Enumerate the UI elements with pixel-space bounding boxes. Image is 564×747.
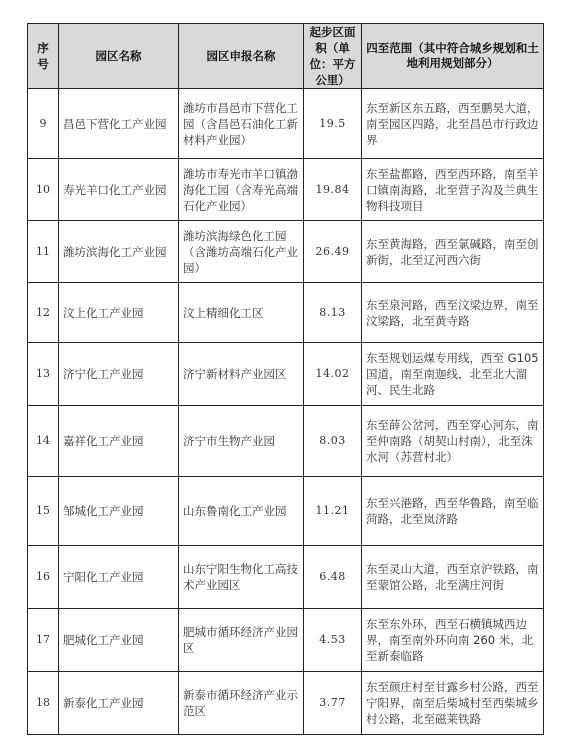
header-area: 起步区面积（单位：平方公里） [304,24,362,89]
row-scope: 东至颜庄村至甘露乡村公路，西至宁阳界，南至后柴城村至西柴城乡村公路，北至磁莱铁路 [362,672,544,735]
table-row [28,609,544,672]
row-park-name: 济宁化工产业园 [59,343,179,406]
row-area: 4.53 [304,609,362,672]
table-row [28,406,544,477]
row-declared-name: 山东鲁南化工产业园 [179,477,304,546]
row-scope: 东至薛公岔河，西至穿心河东，南至仲南路（胡契山村南），北至洙水河（苏营村北） [362,406,544,477]
table-row [28,283,544,343]
row-declared-name: 汶上精细化工区 [179,283,304,343]
header-seq: 序号 [28,24,59,89]
header-scope: 四至范围（其中符合城乡规划和土地利用规划部分） [362,24,544,89]
header-declared-name: 园区申报名称 [179,24,304,89]
table-row [28,546,544,609]
row-seq: 17 [28,609,59,672]
row-seq: 11 [28,221,59,283]
row-area: 26.49 [304,221,362,283]
row-park-name: 潍坊滨海化工产业园 [59,221,179,283]
row-park-name: 宁阳化工产业园 [59,546,179,609]
row-seq: 18 [28,672,59,735]
table-header-row [28,24,544,89]
row-park-name: 寿光羊口化工产业园 [59,159,179,221]
row-seq: 15 [28,477,59,546]
table-row [28,221,544,283]
row-seq: 16 [28,546,59,609]
row-area: 6.48 [304,546,362,609]
row-park-name: 汶上化工产业园 [59,283,179,343]
row-seq: 14 [28,406,59,477]
row-seq: 9 [28,89,59,159]
row-declared-name: 新泰市循环经济产业示范区 [179,672,304,735]
table-body [28,89,544,735]
row-declared-name: 肥城市循环经济产业园区 [179,609,304,672]
table-row [28,343,544,406]
row-area: 8.13 [304,283,362,343]
row-scope: 东至泉河路，西至汶梁边界，南至汶梁路，北至黄寺路 [362,283,544,343]
row-declared-name: 潍坊市寿光市羊口镇渤海化工园（含寿光高端石化产业园） [179,159,304,221]
row-park-name: 嘉祥化工产业园 [59,406,179,477]
row-scope: 东至兴港路，西至华鲁路，南至临菏路，北至岚济路 [362,477,544,546]
row-declared-name: 潍坊市昌邑市下营化工园（含昌邑石油化工新材料产业园） [179,89,304,159]
table-row [28,672,544,735]
row-declared-name: 济宁市生物产业园 [179,406,304,477]
row-seq: 13 [28,343,59,406]
row-declared-name: 潍坊滨海绿色化工园（含潍坊高端石化产业园） [179,221,304,283]
table-row [28,477,544,546]
row-area: 19.5 [304,89,362,159]
row-scope: 东至盐都路，西至西环路，南至羊口镇南海路，北至营子沟及兰典生物科技项目 [362,159,544,221]
header-park-name: 园区名称 [59,24,179,89]
row-area: 8.03 [304,406,362,477]
row-area: 19.84 [304,159,362,221]
row-park-name: 肥城化工产业园 [59,609,179,672]
row-park-name: 昌邑下营化工产业园 [59,89,179,159]
table-row [28,89,544,159]
row-declared-name: 山东宁阳生物化工高技术产业园区 [179,546,304,609]
industrial-park-table [27,23,544,735]
row-park-name: 新泰化工产业园 [59,672,179,735]
row-area: 11.21 [304,477,362,546]
row-area: 14.02 [304,343,362,406]
row-scope: 东至新区东五路，西至鹏昊大道，南至园区四路，北至昌邑市行政边界 [362,89,544,159]
table-row [28,159,544,221]
row-scope: 东至灵山大道，西至京沪铁路，南至蒙馆公路，北至满庄河街 [362,546,544,609]
row-scope: 东至黄海路，西至氯碱路，南至创新街，北至辽河西六街 [362,221,544,283]
row-seq: 10 [28,159,59,221]
row-declared-name: 济宁新材料产业园区 [179,343,304,406]
row-scope: 东至东外环，西至石横镇城西边界，南至南外环向南 260 米，北至新泰临路 [362,609,544,672]
row-seq: 12 [28,283,59,343]
row-park-name: 邹城化工产业园 [59,477,179,546]
row-area: 3.77 [304,672,362,735]
row-scope: 东至规划运煤专用线，西至 G105国道，南至南迦线，北至北大溜河、民生北路 [362,343,544,406]
